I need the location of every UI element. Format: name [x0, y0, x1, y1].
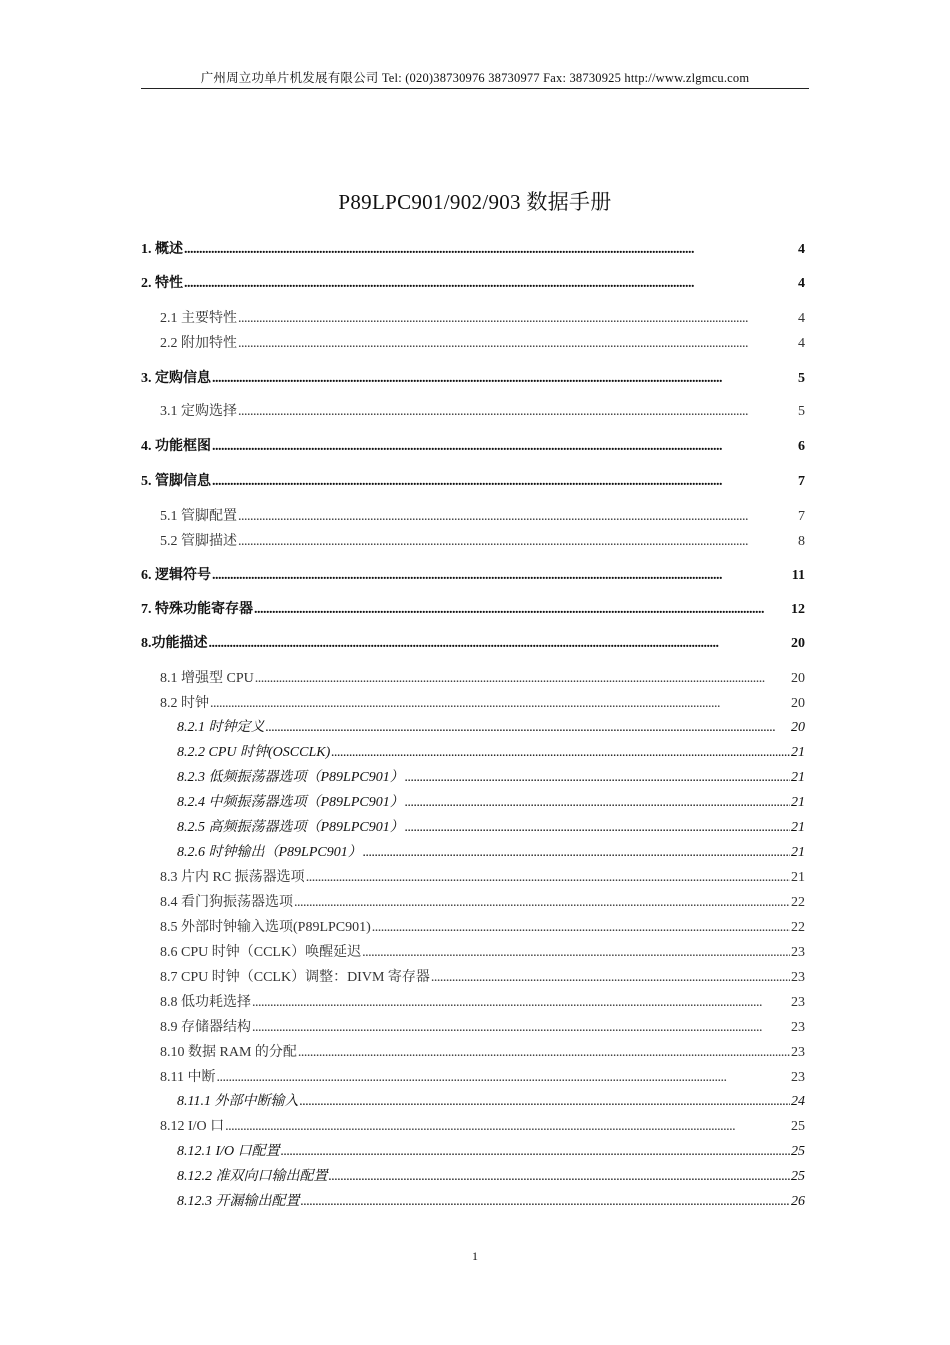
toc-entry-label: 8.10 数据 RAM 的分配 [160, 1045, 297, 1060]
toc-entry-page: 26 [791, 1194, 805, 1209]
toc-entry-label: 3.1 定购选择 [160, 404, 237, 419]
toc-entry-page: 23 [791, 1045, 805, 1060]
toc-entry[interactable] [160, 505, 805, 525]
toc-entry-label: 8.2.1 时钟定义 [177, 720, 265, 735]
toc-entry-page: 20 [791, 720, 805, 735]
toc-entry[interactable] [160, 1041, 805, 1061]
toc-entry[interactable] [141, 238, 805, 258]
toc-leader-dots [362, 945, 790, 961]
toc-entry-label: 8.4 看门狗振荡器选项 [160, 895, 293, 910]
toc-entry-label: 5.2 管脚描述 [160, 534, 237, 549]
toc-leader-dots [212, 568, 791, 584]
toc-entry-page: 25 [791, 1144, 805, 1159]
toc-entry-label: 3. 定购信息 [141, 371, 211, 386]
toc-entry-label: 8.功能描述 [141, 636, 208, 651]
toc-entry-label: 7. 特殊功能寄存器 [141, 602, 253, 617]
toc-entry-label: 2. 特性 [141, 276, 183, 291]
toc-entry-label: 5. 管脚信息 [141, 474, 211, 489]
toc-entry[interactable] [160, 941, 805, 961]
toc-leader-dots [184, 242, 797, 258]
toc-entry[interactable] [141, 470, 805, 490]
toc-entry-label: 8.2.2 CPU 时钟(OSCCLK) [177, 745, 331, 760]
toc-leader-dots [298, 1045, 790, 1061]
toc-entry-page: 5 [798, 371, 805, 386]
toc-leader-dots [281, 1144, 790, 1160]
toc-entry[interactable] [160, 530, 805, 550]
toc-leader-dots [209, 636, 791, 652]
toc-entry-label: 8.12 I/O 口 [160, 1119, 225, 1134]
toc-entry-label: 2.2 附加特性 [160, 336, 237, 351]
toc-entry-label: 8.2.5 高频振荡器选项（P89LPC901） [177, 820, 404, 835]
toc-entry[interactable] [160, 307, 805, 327]
toc-leader-dots [238, 336, 797, 352]
toc-leader-dots [294, 895, 790, 911]
toc-leader-dots [405, 795, 790, 811]
toc-entry-page: 4 [798, 276, 805, 291]
toc-entry-label: 8.2.6 时钟输出（P89LPC901） [177, 845, 362, 860]
toc-entry-page: 6 [798, 439, 805, 454]
toc-leader-dots [372, 920, 790, 936]
toc-entry-page: 21 [791, 770, 805, 785]
toc-leader-dots [212, 474, 797, 490]
toc-entry[interactable] [141, 435, 805, 455]
toc-leader-dots [363, 845, 790, 861]
toc-entry-label: 8.12.3 开漏输出配置 [177, 1194, 300, 1209]
toc-entry-label: 8.3 片内 RC 振荡器选项 [160, 870, 305, 885]
toc-entry[interactable] [141, 598, 805, 618]
toc-entry-page: 24 [791, 1094, 805, 1109]
toc-entry[interactable] [177, 716, 805, 736]
toc-entry-page: 21 [791, 795, 805, 810]
toc-entry[interactable] [177, 1165, 805, 1185]
toc-entry-page: 21 [791, 870, 805, 885]
toc-leader-dots [255, 671, 790, 687]
toc-leader-dots [306, 870, 790, 886]
toc-entry-label: 5.1 管脚配置 [160, 509, 237, 524]
toc-leader-dots [210, 696, 790, 712]
toc-entry-label: 8.9 存储器结构 [160, 1020, 251, 1035]
toc-entry[interactable] [160, 916, 805, 936]
toc-entry-page: 23 [791, 1020, 805, 1035]
toc-entry-label: 8.2.3 低频振荡器选项（P89LPC901） [177, 770, 404, 785]
toc-entry[interactable] [141, 564, 805, 584]
toc-entry-page: 11 [791, 568, 805, 583]
toc-entry[interactable] [141, 632, 805, 652]
toc-leader-dots [212, 371, 797, 387]
toc-entry-page: 23 [791, 945, 805, 960]
toc-entry-page: 23 [791, 970, 805, 985]
toc-entry[interactable] [141, 367, 805, 387]
toc-entry[interactable] [177, 741, 805, 761]
toc-entry-label: 1. 概述 [141, 242, 183, 257]
toc-entry[interactable] [160, 1016, 805, 1036]
toc-leader-dots [431, 970, 790, 986]
toc-leader-dots [238, 534, 797, 550]
toc-entry[interactable] [160, 991, 805, 1011]
toc-entry-page: 25 [791, 1119, 805, 1134]
toc-entry-label: 8.12.1 I/O 口配置 [177, 1144, 280, 1159]
toc-entry-page: 21 [791, 845, 805, 860]
toc-entry-page: 25 [791, 1169, 805, 1184]
toc-entry-label: 4. 功能框图 [141, 439, 211, 454]
toc-leader-dots [299, 1094, 790, 1110]
toc-entry-label: 8.11.1 外部中断输入 [177, 1094, 299, 1109]
toc-entry[interactable] [160, 866, 805, 886]
toc-entry-page: 4 [798, 311, 805, 326]
toc-entry-page: 4 [798, 336, 805, 351]
toc-entry[interactable] [160, 667, 805, 687]
toc-entry-page: 8 [798, 534, 805, 549]
toc-entry-label: 8.1 增强型 CPU [160, 671, 254, 686]
toc-entry-page: 12 [791, 602, 805, 617]
toc-entry[interactable] [177, 1140, 805, 1160]
toc-leader-dots [405, 820, 790, 836]
toc-entry-label: 8.11 中断 [160, 1070, 216, 1085]
toc-leader-dots [252, 1020, 790, 1036]
toc-entry-label: 2.1 主要特性 [160, 311, 237, 326]
page-number: 1 [472, 1249, 478, 1263]
toc-entry-page: 22 [791, 895, 805, 910]
toc-entry[interactable] [141, 272, 805, 292]
toc-entry[interactable] [160, 966, 805, 986]
toc-leader-dots [252, 995, 790, 1011]
toc-entry-label: 8.7 CPU 时钟（CCLK）调整：DIVM 寄存器 [160, 970, 430, 985]
toc-entry[interactable] [177, 841, 805, 861]
header-text: 广州周立功单片机发展有限公司 Tel: (020)38730976 38730977 Fax: 38730925 http://www.zlgmcu.com [200, 71, 750, 85]
toc-leader-dots [212, 439, 797, 455]
toc-entry[interactable] [160, 1115, 805, 1135]
toc-entry-page: 20 [791, 671, 805, 686]
toc-entry-page: 4 [798, 242, 805, 257]
toc-leader-dots [238, 311, 797, 327]
toc-entry-page: 20 [791, 696, 805, 711]
toc-entry-label: 8.12.2 准双向口输出配置 [177, 1169, 328, 1184]
toc-entry[interactable] [160, 332, 805, 352]
toc-leader-dots [216, 1070, 790, 1086]
toc-leader-dots [238, 404, 797, 420]
toc-entry[interactable] [160, 1066, 805, 1086]
toc-entry-page: 23 [791, 1070, 805, 1085]
toc-entry[interactable] [177, 766, 805, 786]
toc-entry-page: 7 [798, 509, 805, 524]
toc-entry-page: 21 [791, 820, 805, 835]
toc-entry[interactable] [177, 1190, 805, 1210]
toc-leader-dots [238, 509, 797, 525]
toc-leader-dots [331, 745, 790, 761]
toc-entry[interactable] [177, 1090, 805, 1110]
toc-entry[interactable] [160, 400, 805, 420]
toc-leader-dots [405, 770, 790, 786]
toc-entry-page: 5 [798, 404, 805, 419]
toc-leader-dots [184, 276, 797, 292]
toc-entry-page: 20 [791, 636, 805, 651]
toc-entry-label: 8.2 时钟 [160, 696, 209, 711]
toc-entry-label: 6. 逻辑符号 [141, 568, 211, 583]
toc-leader-dots [254, 602, 790, 618]
toc-entry-page: 23 [791, 995, 805, 1010]
toc-entry-label: 8.6 CPU 时钟（CCLK）唤醒延迟 [160, 945, 362, 960]
toc-leader-dots [225, 1119, 790, 1135]
toc-entry[interactable] [177, 791, 805, 811]
toc-leader-dots [301, 1194, 791, 1210]
toc-entry[interactable] [160, 692, 805, 712]
toc-entry-page: 22 [791, 920, 805, 935]
toc-leader-dots [266, 720, 791, 736]
toc-entry[interactable] [160, 891, 805, 911]
toc-entry-label: 8.5 外部时钟输入选项(P89LPC901) [160, 920, 371, 935]
document-title: P89LPC901/902/903 数据手册 [338, 190, 612, 214]
toc-entry-page: 21 [791, 745, 805, 760]
toc-entry[interactable] [177, 816, 805, 836]
toc-leader-dots [329, 1169, 791, 1185]
page-header [141, 68, 809, 89]
toc-entry-label: 8.8 低功耗选择 [160, 995, 251, 1010]
toc-entry-label: 8.2.4 中频振荡器选项（P89LPC901） [177, 795, 404, 810]
toc-entry-page: 7 [798, 474, 805, 489]
